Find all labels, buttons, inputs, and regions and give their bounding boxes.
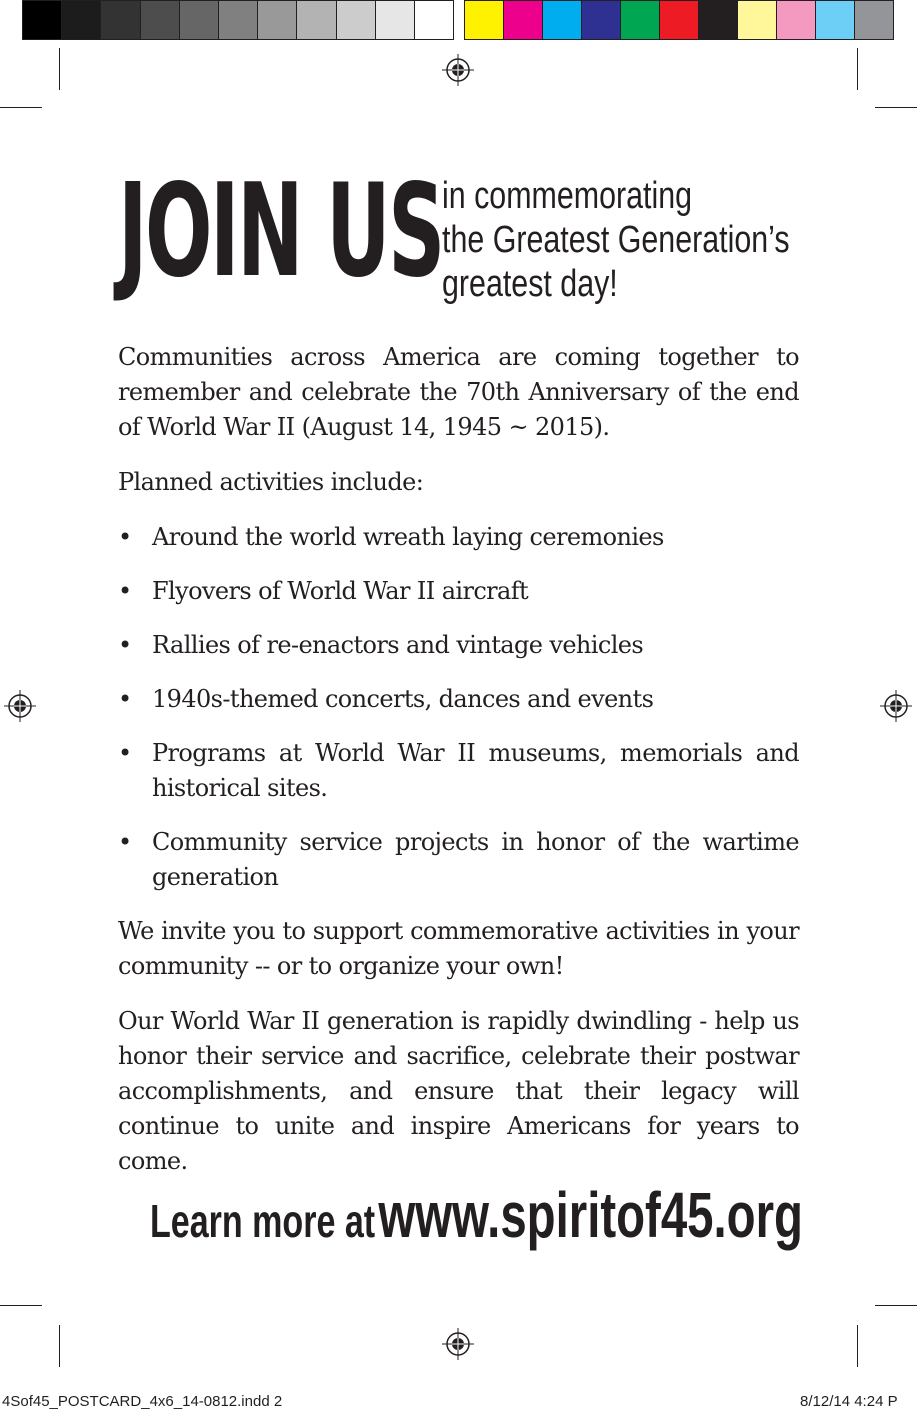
- gray-swatch: [180, 1, 219, 39]
- color-swatch: [855, 1, 893, 39]
- gray-swatch: [337, 1, 376, 39]
- list-item: [118, 682, 799, 717]
- bullet-icon: •: [118, 631, 132, 659]
- intro-paragraph: Communities across America are coming together to remember and celebrate the 70th Anniversary of the end of World War II (August 14, 1945 ~ 2015).: [118, 343, 799, 441]
- gray-swatch: [415, 1, 453, 39]
- learn-more-line: [150, 1178, 803, 1252]
- subtitle-line-3: greatest day!: [442, 263, 618, 305]
- color-swatch: [465, 1, 504, 39]
- gray-swatch: [376, 1, 415, 39]
- body-copy: [118, 340, 799, 1199]
- process-color-bar: [464, 0, 894, 40]
- list-item-text: Community service projects in honor of the wartime generation: [152, 828, 799, 891]
- gray-swatch: [219, 1, 258, 39]
- color-swatch: [621, 1, 660, 39]
- list-item: [118, 574, 799, 609]
- crop-mark-bottom-left-vertical: [59, 1325, 60, 1367]
- color-swatch: [660, 1, 699, 39]
- headline-subtitle: [442, 174, 790, 306]
- color-swatch: [777, 1, 816, 39]
- grayscale-color-bar: [22, 0, 454, 40]
- list-item-text: Around the world wreath laying ceremonies: [152, 523, 664, 551]
- registration-mark-bottom-icon: [442, 1328, 474, 1360]
- list-item-text: Programs at World War II museums, memorials and historical sites.: [152, 739, 799, 802]
- activities-label: Planned activities include:: [118, 468, 424, 496]
- bullet-icon: •: [118, 828, 132, 856]
- activities-list: [118, 520, 799, 895]
- list-item: [118, 736, 799, 806]
- bullet-icon: •: [118, 685, 132, 713]
- registration-mark-right-icon: [880, 690, 912, 722]
- learn-more-prefix: Learn more at: [150, 1195, 376, 1247]
- headline-join-us: JOIN US: [118, 157, 443, 306]
- color-swatch: [816, 1, 855, 39]
- subtitle-line-1: in commemorating: [442, 175, 693, 217]
- crop-mark-top-left-vertical: [59, 48, 60, 90]
- color-swatch: [699, 1, 738, 39]
- color-swatch: [504, 1, 543, 39]
- list-item: [118, 520, 799, 555]
- crop-mark-bottom-left-horizontal: [0, 1305, 42, 1306]
- crop-mark-top-right-vertical: [857, 48, 858, 90]
- gray-swatch: [23, 1, 62, 39]
- gray-swatch: [141, 1, 180, 39]
- color-swatch: [543, 1, 582, 39]
- gray-swatch: [101, 1, 140, 39]
- bullet-icon: •: [118, 739, 132, 767]
- gray-swatch: [258, 1, 297, 39]
- invite-paragraph: We invite you to support commemorative activities in your community -- or to organize your own!: [118, 917, 799, 980]
- crop-mark-top-left-horizontal: [0, 107, 42, 108]
- registration-mark-left-icon: [4, 690, 36, 722]
- closing-paragraph: Our World War II generation is rapidly dwindling - help us honor their service and sacrifice, celebrate their postwar accomplishments, and ensure that their legacy will continue to unite and inspire Americans for years to come.: [118, 1007, 799, 1175]
- color-swatch: [582, 1, 621, 39]
- registration-mark-top-icon: [442, 54, 474, 86]
- subtitle-line-2: the Greatest Generation’s: [442, 219, 790, 261]
- website-link[interactable]: www.spiritof45.org: [378, 1179, 803, 1251]
- bullet-icon: •: [118, 523, 132, 551]
- list-item-text: Flyovers of World War II aircraft: [152, 577, 529, 605]
- list-item-text: Rallies of re-enactors and vintage vehicles: [152, 631, 644, 659]
- gray-swatch: [297, 1, 336, 39]
- list-item: [118, 825, 799, 895]
- list-item: [118, 628, 799, 663]
- list-item-text: 1940s-themed concerts, dances and events: [152, 685, 654, 713]
- slug-timestamp: 8/12/14 4:24 P: [800, 1393, 898, 1410]
- bullet-icon: •: [118, 577, 132, 605]
- crop-mark-bottom-right-horizontal: [875, 1305, 917, 1306]
- slug-filename: 4Sof45_POSTCARD_4x6_14-0812.indd 2: [2, 1393, 283, 1410]
- crop-mark-top-right-horizontal: [875, 107, 917, 108]
- color-swatch: [738, 1, 777, 39]
- gray-swatch: [62, 1, 101, 39]
- crop-mark-bottom-right-vertical: [857, 1325, 858, 1367]
